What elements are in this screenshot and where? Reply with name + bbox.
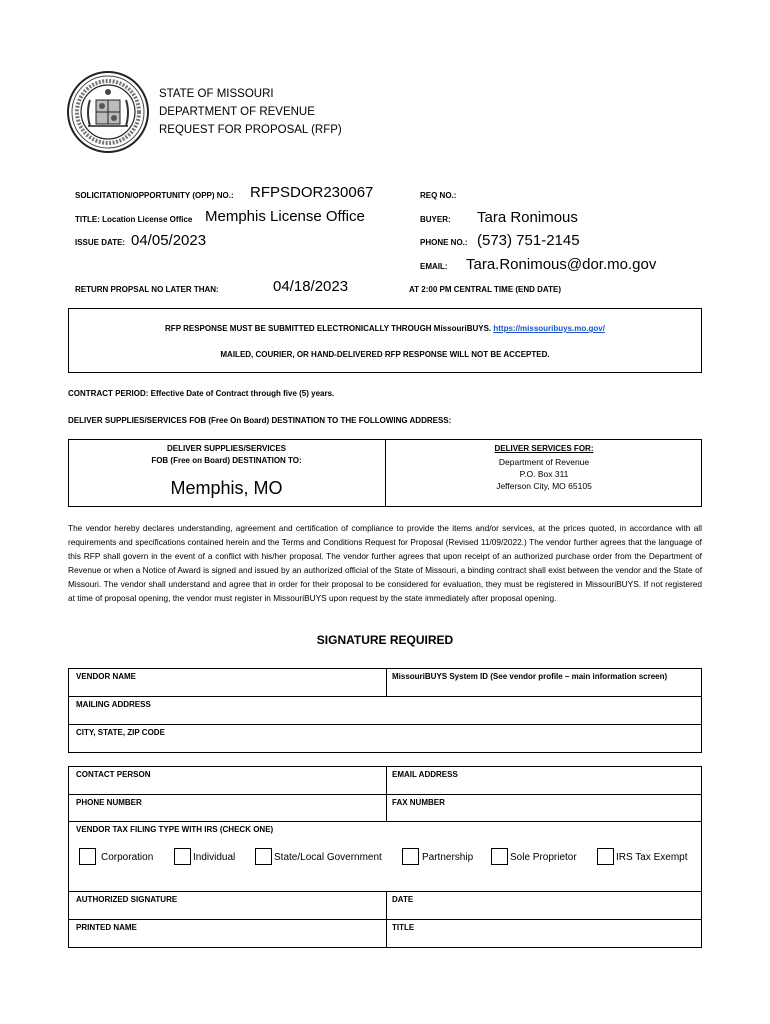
city-state-zip-field[interactable]: CITY, STATE, ZIP CODE <box>76 728 165 737</box>
deliver-left-line-1: DELIVER SUPPLIES/SERVICES <box>167 444 286 453</box>
checkbox-sole-proprietor[interactable] <box>491 848 508 865</box>
missouribuys-id-field[interactable]: MissouriBUYS System ID (See vendor profile – main information screen) <box>392 672 668 681</box>
option-corporation-label: Corporation <box>101 852 154 863</box>
header-line-1: STATE OF MISSOURI <box>159 88 274 100</box>
contact-person-field[interactable]: CONTACT PERSON <box>76 770 151 779</box>
email-address-field[interactable]: EMAIL ADDRESS <box>392 770 458 779</box>
title-label: TITLE: Location License Office <box>75 215 193 224</box>
option-individual-label: Individual <box>193 852 236 863</box>
checkbox-individual[interactable] <box>174 848 191 865</box>
return-value: 04/18/2023 <box>273 278 349 295</box>
mailing-address-field[interactable]: MAILING ADDRESS <box>76 700 151 709</box>
authorized-signature-field[interactable]: AUTHORIZED SIGNATURE <box>76 895 178 904</box>
signature-heading: SIGNATURE REQUIRED <box>316 633 454 647</box>
title-value: Memphis License Office <box>205 208 365 225</box>
phone-number-field[interactable]: PHONE NUMBER <box>76 798 142 807</box>
contract-period: CONTRACT PERIOD: Effective Date of Contract through five (5) years. <box>68 389 335 398</box>
printed-name-field[interactable]: PRINTED NAME <box>76 923 137 932</box>
vendor-declaration-paragraph: The vendor hereby declares understanding, agreement and certification of compliance to provide the items and/or services, at the prices quoted, in accordance with all requirements and specifications contained herein and the Terms and Conditions Request for Proposal (Revised 11/09/2022.) The vendor further agrees that the language of this RFP shall govern in the event of a conflict with his/her proposal. The vendor further agrees that upon receipt of an authorized purchase order from the Department of Revenue or when a Notice of Award is signed and issued by an authorized official of the State of Missouri, a binding contract shall exist between the vendor and the State of Missouri. The vendor shall understand and agree that in order for their proposal to be considered for evaluation, they must be registered in MissouriBUYS. If not registered at time of proposal opening, the vendor must register in MissouriBUYS upon request by the state immediately after proposal opening. <box>68 523 702 603</box>
fax-number-field[interactable]: FAX NUMBER <box>392 798 445 807</box>
time-note: AT 2:00 PM CENTRAL TIME (END DATE) <box>409 285 562 294</box>
deliver-for-title: DELIVER SERVICES FOR: <box>494 444 594 453</box>
solicitation-label: SOLICITATION/OPPORTUNITY (OPP) NO.: <box>75 191 234 200</box>
checkbox-state-local-government[interactable] <box>255 848 272 865</box>
issue-date-label: ISSUE DATE: <box>75 238 126 247</box>
deliver-left-line-2: FOB (Free on Board) DESTINATION TO: <box>151 456 302 465</box>
option-state-local-government-label: State/Local Government <box>274 852 382 863</box>
phone-label: PHONE NO.: <box>420 238 468 247</box>
notice-line-1 <box>69 324 701 333</box>
issue-date-value: 04/05/2023 <box>131 232 207 249</box>
notice-line-2: MAILED, COURIER, OR HAND-DELIVERED RFP RESPONSE WILL NOT BE ACCEPTED. <box>220 350 550 359</box>
deliver-for-line-1: Department of Revenue <box>498 457 590 467</box>
missouribuys-link[interactable]: https://missouribuys.mo.gov/ <box>493 324 605 333</box>
checkbox-partnership[interactable] <box>402 848 419 865</box>
checkbox-irs-tax-exempt[interactable] <box>597 848 614 865</box>
deliver-destination-value: Memphis, MO <box>170 478 283 498</box>
option-sole-proprietor-label: Sole Proprietor <box>510 852 577 863</box>
vendor-name-field[interactable]: VENDOR NAME <box>76 672 137 681</box>
deliver-heading: DELIVER SUPPLIES/SERVICES FOB (Free On Board) DESTINATION TO THE FOLLOWING ADDRESS: <box>68 416 452 425</box>
tax-filing-type-label: VENDOR TAX FILING TYPE WITH IRS (CHECK ONE) <box>76 825 274 834</box>
phone-value: (573) 751-2145 <box>477 232 580 249</box>
header-line-2: DEPARTMENT OF REVENUE <box>159 106 315 118</box>
date-field[interactable]: DATE <box>392 895 414 904</box>
checkbox-corporation[interactable] <box>79 848 96 865</box>
header-line-3: REQUEST FOR PROPOSAL (RFP) <box>159 124 342 136</box>
buyer-label: BUYER: <box>420 215 451 224</box>
req-no-label: REQ NO.: <box>420 191 457 200</box>
title-field[interactable]: TITLE <box>392 923 415 932</box>
buyer-value: Tara Ronimous <box>477 209 578 226</box>
email-value: Tara.Ronimous@dor.mo.gov <box>466 256 657 273</box>
deliver-for-line-2: P.O. Box 311 <box>519 469 569 479</box>
email-label: EMAIL: <box>420 262 448 271</box>
option-partnership-label: Partnership <box>422 852 474 863</box>
solicitation-value: RFPSDOR230067 <box>250 184 374 201</box>
notice-line-1-text: RFP RESPONSE MUST BE SUBMITTED ELECTRONICALLY THROUGH MissouriBUYS. <box>165 324 492 333</box>
submission-notice-box <box>68 308 702 373</box>
deliver-for-line-3: Jefferson City, MO 65105 <box>496 481 592 491</box>
return-label: RETURN PROPSAL NO LATER THAN: <box>75 285 219 294</box>
option-irs-tax-exempt-label: IRS Tax Exempt <box>616 852 688 863</box>
state-seal-icon <box>66 70 150 154</box>
